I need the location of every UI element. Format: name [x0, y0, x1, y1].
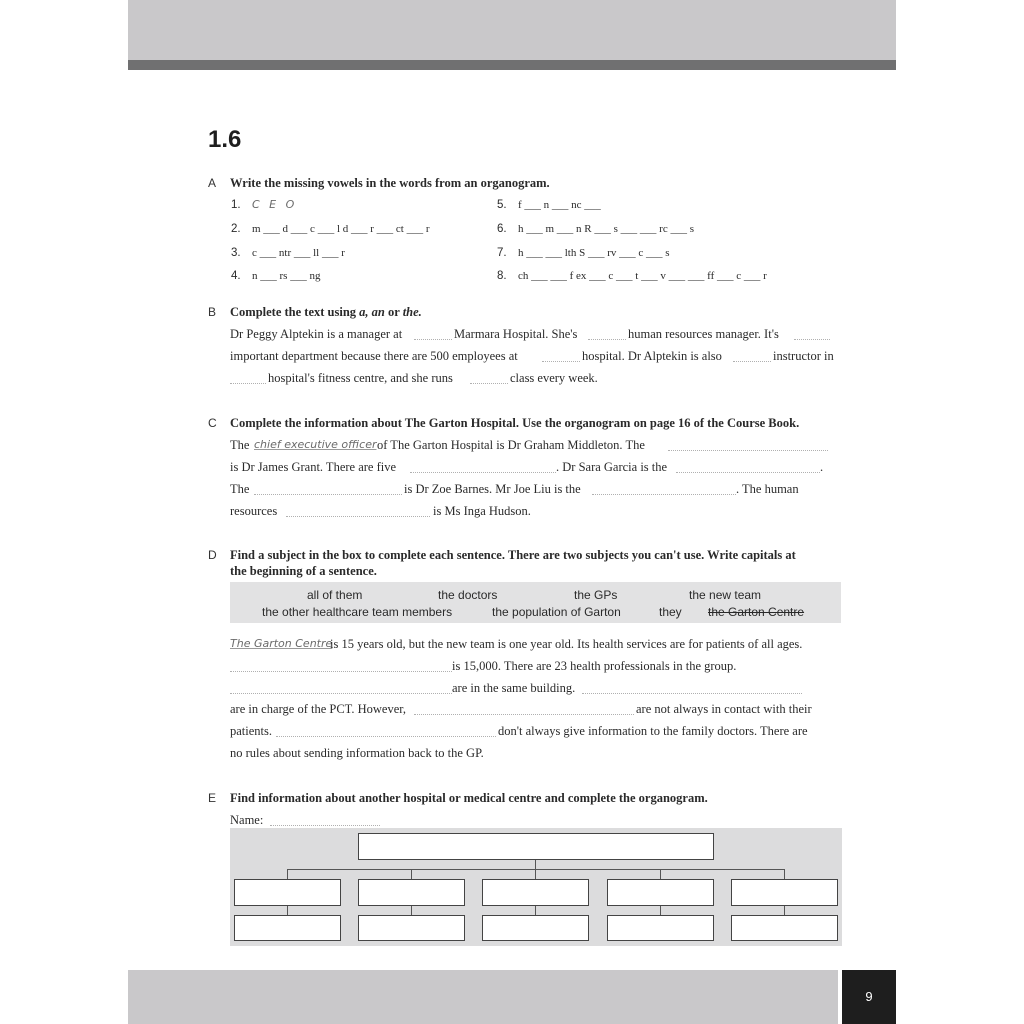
d-text: is 15 years old, but the new team is one year old. Its health services are for patients of all ages. — [330, 637, 803, 651]
b-blank[interactable] — [794, 339, 830, 340]
c-answer-handwritten: chief executive officer — [254, 438, 377, 451]
a-item-word: h ___ ___ lth S ___ rv ___ c ___ s — [518, 247, 670, 259]
page-number: 9 — [842, 970, 896, 1024]
organogram-box[interactable] — [607, 879, 714, 906]
d-text: is 15,000. There are 23 health professionals in the group. — [452, 659, 737, 673]
b-text: human resources manager. It's — [628, 327, 779, 341]
b-blank[interactable] — [470, 383, 508, 384]
organogram-connector — [411, 906, 412, 915]
a-item-num: 5. — [497, 199, 507, 211]
subject-option: the doctors — [438, 588, 498, 602]
name-label: Name: — [230, 813, 264, 827]
footer-band — [128, 970, 838, 1024]
d-text: patients. — [230, 724, 273, 738]
organogram-box[interactable] — [234, 879, 341, 906]
subject-option: the new team — [689, 588, 762, 602]
organogram-box[interactable] — [482, 879, 589, 906]
section-d-instruction-2: the beginning of a sentence. — [230, 564, 377, 578]
d-text: don't always give information to the family doctors. There are — [498, 724, 808, 738]
section-d-instruction: Find a subject in the box to complete each sentence. There are two subjects you can't use. Write capitals at — [230, 548, 796, 562]
d-blank[interactable] — [230, 693, 452, 694]
a-item-num: 4. — [231, 270, 241, 282]
organogram-box[interactable] — [731, 915, 838, 941]
a-item-num: 1. — [231, 199, 241, 211]
b-text: Marmara Hospital. She's — [454, 327, 578, 341]
organogram-connector — [535, 906, 536, 915]
a-item-word: n ___ rs ___ ng — [252, 270, 321, 282]
c-text: is Dr Zoe Barnes. Mr Joe Liu is the — [404, 482, 581, 496]
d-text: are not always in contact with their — [636, 702, 812, 716]
c-text: is Ms Inga Hudson. — [433, 504, 531, 518]
organogram-box[interactable] — [607, 915, 714, 941]
b-text: class every week. — [510, 371, 598, 385]
a-item-word: f ___ n ___ nc ___ — [518, 199, 601, 211]
d-text: are in charge of the PCT. However, — [230, 702, 407, 716]
d-blank[interactable] — [276, 736, 496, 737]
organogram-connector — [660, 869, 661, 879]
organogram-top-box[interactable] — [358, 833, 714, 860]
organogram-connector — [287, 906, 288, 915]
subject-option-used: the Garton Centre — [708, 605, 805, 619]
b-blank[interactable] — [414, 339, 452, 340]
organogram-box[interactable] — [234, 915, 341, 941]
organogram-connector — [784, 906, 785, 915]
header-rule — [128, 60, 896, 70]
a-item-word: h ___ m ___ n R ___ s ___ ___ rc ___ s — [518, 223, 694, 235]
organogram-connector — [535, 869, 536, 879]
a-item-num: 6. — [497, 223, 507, 235]
c-blank[interactable] — [592, 494, 736, 495]
subject-option: the population of Garton — [492, 605, 621, 619]
d-blank[interactable] — [230, 671, 452, 672]
a-item-word: ch ___ ___ f ex ___ c ___ t ___ v ___ ___ ff ___ c ___ r — [518, 270, 767, 282]
a-item-word: c ___ ntr ___ ll ___ r — [252, 247, 345, 259]
section-a-letter: A — [208, 176, 217, 190]
c-text: . Dr Sara Garcia is the — [556, 460, 668, 474]
c-blank[interactable] — [676, 472, 820, 473]
b-blank[interactable] — [733, 361, 771, 362]
c-text: . The human — [736, 482, 799, 496]
organogram-connector — [411, 869, 412, 879]
section-b-letter: B — [208, 305, 217, 319]
subject-option: they — [659, 605, 682, 619]
c-blank[interactable] — [286, 516, 430, 517]
b-text: Dr Peggy Alptekin is a manager at — [230, 327, 403, 341]
b-blank[interactable] — [542, 361, 580, 362]
organogram-box[interactable] — [731, 879, 838, 906]
c-text: resources — [230, 504, 278, 518]
d-text: no rules about sending information back to the GP. — [230, 746, 484, 760]
organogram-connector — [784, 869, 785, 879]
organogram-box[interactable] — [358, 879, 465, 906]
section-b-instruction: Complete the text using a, an or the. — [230, 305, 422, 319]
c-text: The — [230, 438, 250, 452]
a-item-num: 2. — [231, 223, 241, 235]
name-field[interactable] — [270, 825, 380, 826]
organogram-box[interactable] — [358, 915, 465, 941]
d-answer-handwritten: The Garton Centre — [230, 637, 333, 650]
b-blank[interactable] — [588, 339, 626, 340]
a-item-answer-handwritten: C E O — [252, 198, 298, 211]
d-blank[interactable] — [414, 714, 634, 715]
organogram-connector — [660, 906, 661, 915]
subject-option: all of them — [307, 588, 363, 602]
b-blank[interactable] — [230, 383, 266, 384]
c-text: is Dr James Grant. There are five — [230, 460, 397, 474]
a-item-num: 3. — [231, 247, 241, 259]
subject-option: the GPs — [574, 588, 618, 602]
c-text: of The Garton Hospital is Dr Graham Middleton. The — [377, 438, 645, 452]
organogram-box[interactable] — [482, 915, 589, 941]
c-text: The — [230, 482, 250, 496]
organogram-connector — [535, 860, 536, 869]
section-title: 1.6 — [208, 126, 242, 153]
b-text: hospital's fitness centre, and she runs — [268, 371, 453, 385]
organogram-connector — [287, 869, 785, 870]
c-blank[interactable] — [410, 472, 556, 473]
c-blank[interactable] — [668, 450, 828, 451]
subject-option: the other healthcare team members — [262, 605, 453, 619]
section-a-instruction: Write the missing vowels in the words from an organogram. — [230, 176, 550, 190]
section-e-letter: E — [208, 791, 217, 805]
c-blank[interactable] — [254, 494, 402, 495]
a-item-num: 7. — [497, 247, 507, 259]
a-item-num: 8. — [497, 270, 507, 282]
section-e-instruction: Find information about another hospital or medical centre and complete the organogram. — [230, 791, 708, 805]
section-c-instruction: Complete the information about The Garton Hospital. Use the organogram on page 16 of the Course Book. — [230, 416, 800, 430]
header-band — [128, 0, 896, 60]
b-text: hospital. Dr Alptekin is also — [582, 349, 722, 363]
section-c-letter: C — [208, 416, 217, 430]
d-text: are in the same building. — [452, 681, 576, 695]
section-d-letter: D — [208, 548, 217, 562]
organogram-connector — [287, 869, 288, 879]
b-text: instructor in — [773, 349, 834, 363]
d-blank[interactable] — [582, 693, 802, 694]
c-text: . — [820, 460, 824, 474]
a-item-word: m ___ d ___ c ___ l d ___ r ___ ct ___ r — [252, 223, 430, 235]
b-text: important department because there are 500 employees at — [230, 349, 518, 363]
